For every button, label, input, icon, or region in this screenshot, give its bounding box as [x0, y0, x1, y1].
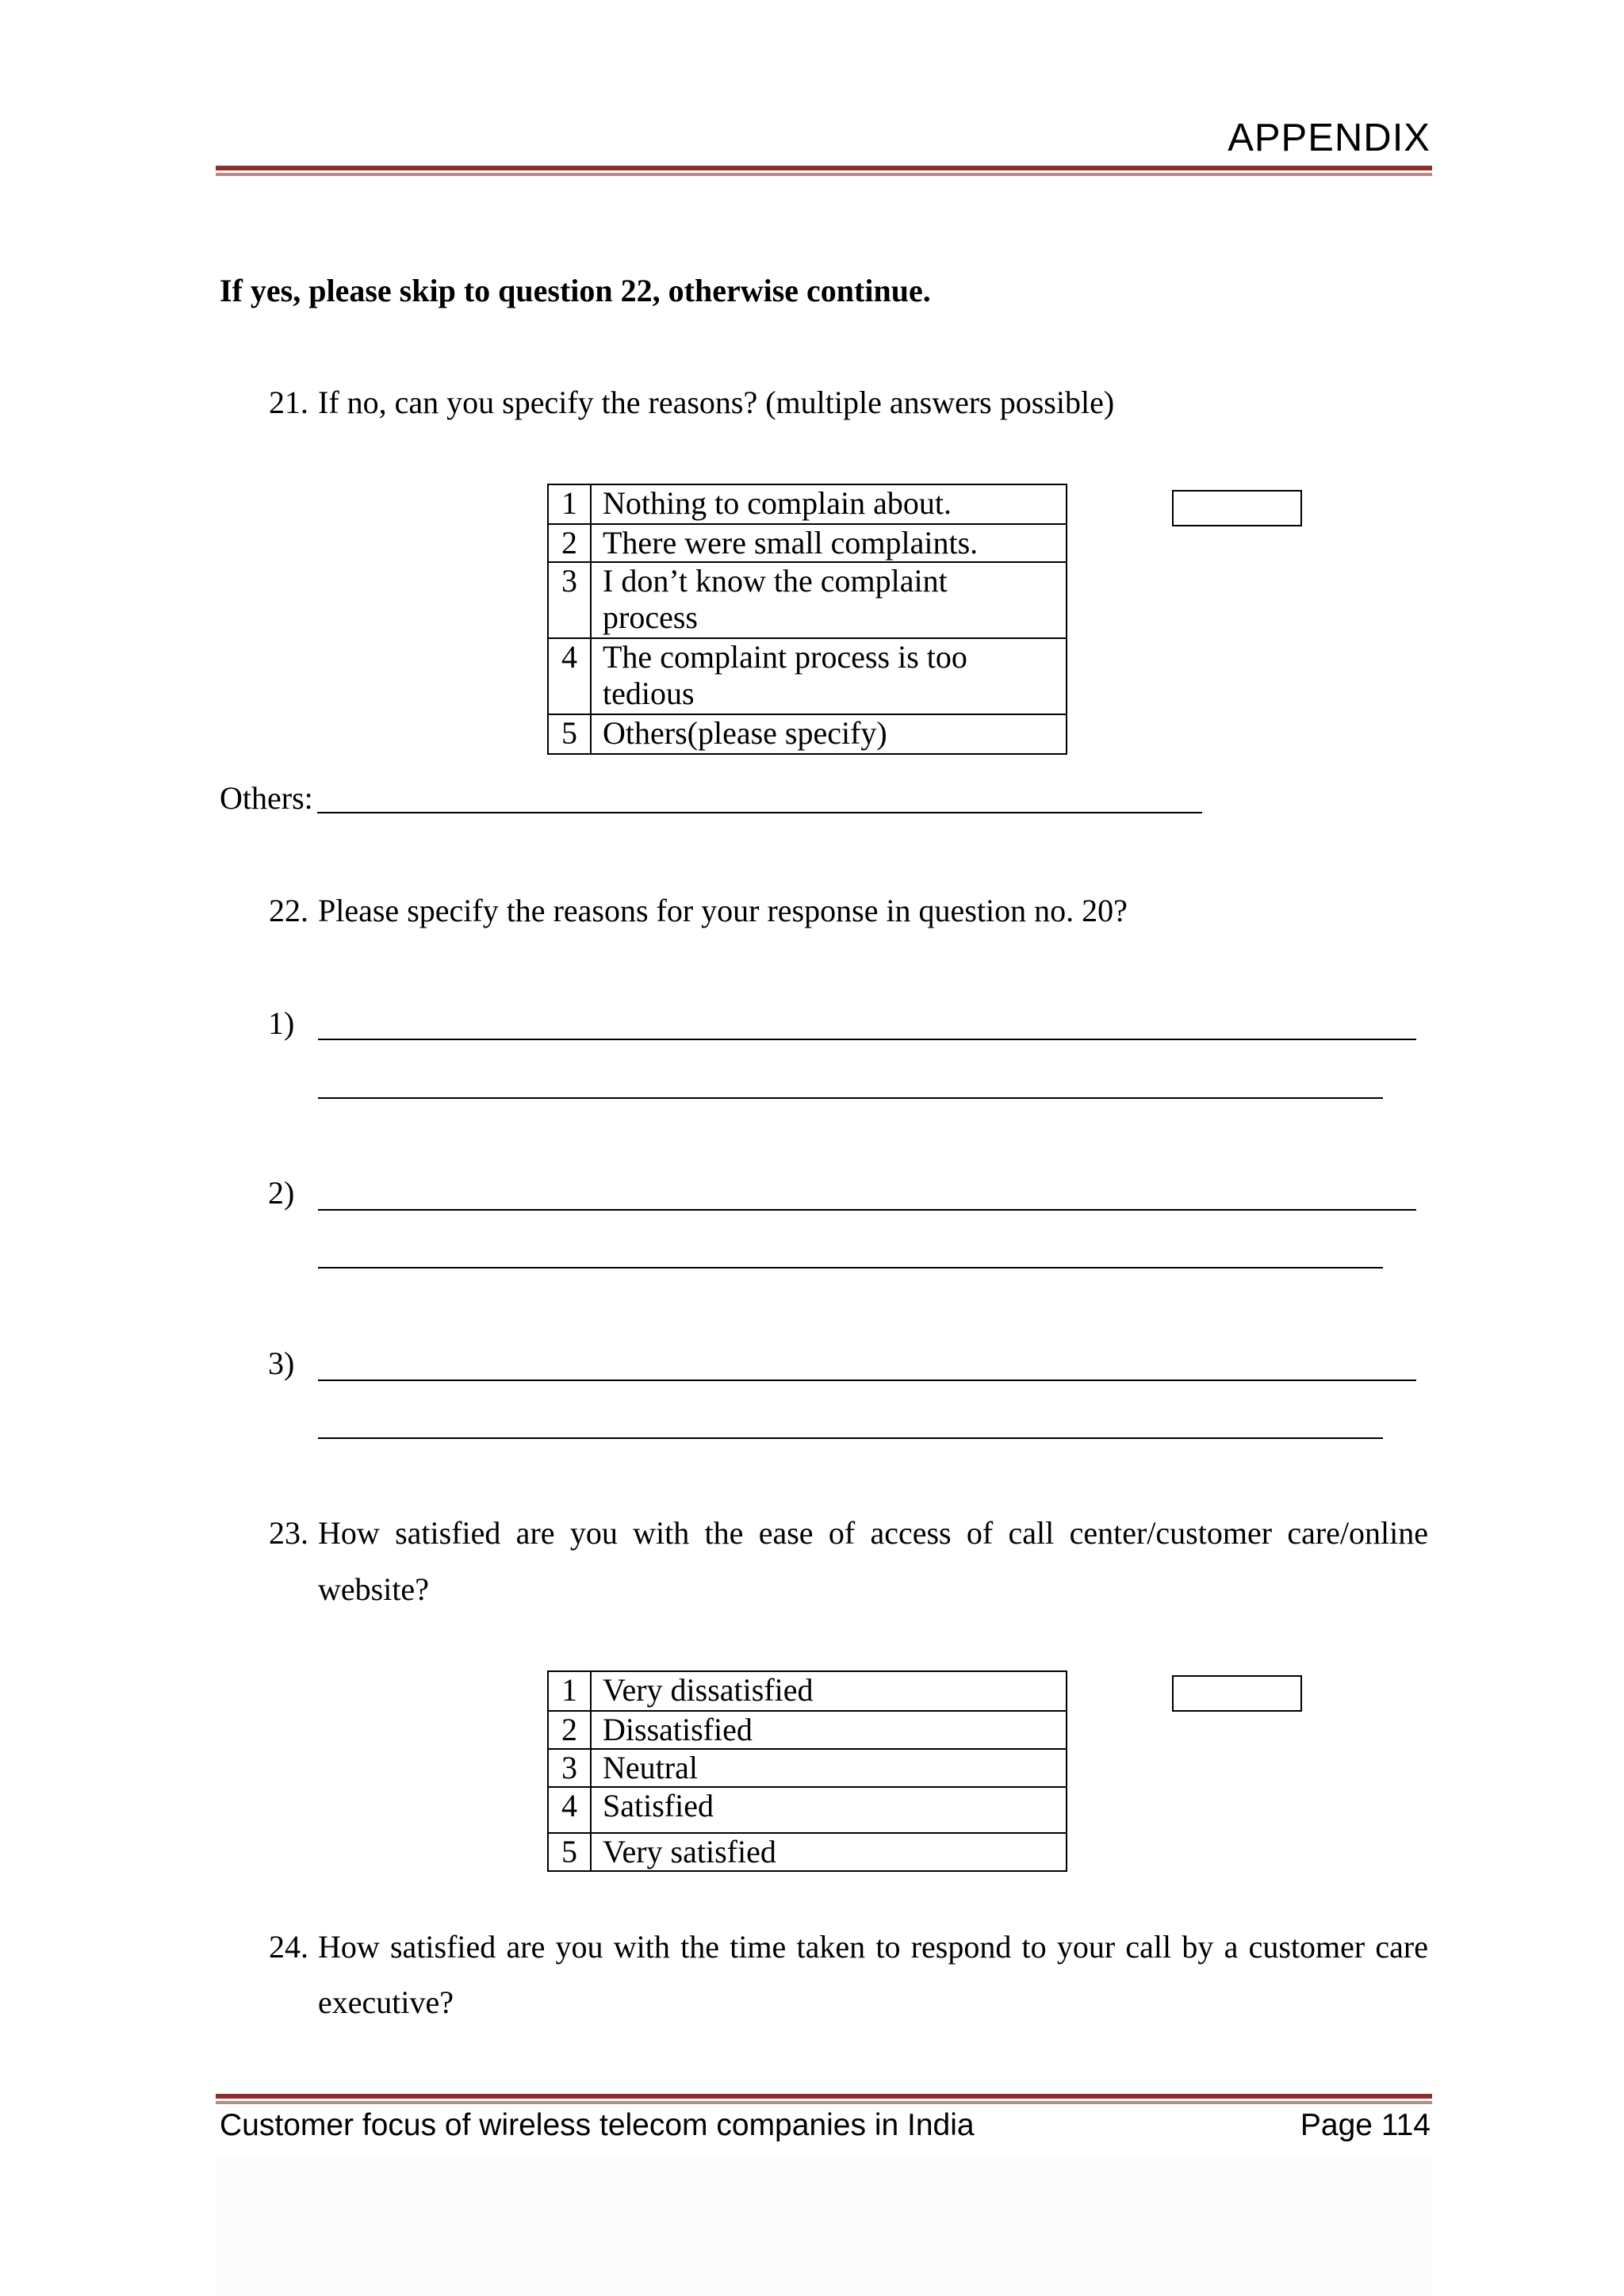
- q23-answer-box[interactable]: [1172, 1675, 1302, 1712]
- question-number: 23.: [269, 1515, 308, 1551]
- answer-line[interactable]: [318, 1380, 1416, 1381]
- header-rule: [216, 166, 1432, 176]
- answer-line[interactable]: [318, 1039, 1416, 1040]
- question-text: How satisfied are you with the time taken to respond to your call by a customer care: [318, 1929, 1428, 1965]
- option-number: 4: [548, 1787, 591, 1833]
- q21-answer-box[interactable]: [1172, 490, 1302, 526]
- option-label: There were small complaints.: [591, 524, 1067, 562]
- skip-instruction: If yes, please skip to question 22, otherwise continue.: [220, 273, 931, 308]
- option-row[interactable]: [548, 1833, 1067, 1871]
- question-text-continued: website?: [318, 1571, 429, 1607]
- answer-line[interactable]: [318, 1097, 1383, 1099]
- question-text: If no, can you specify the reasons? (multiple answers possible): [318, 385, 1115, 420]
- footer-shade: [216, 2156, 1432, 2296]
- q23-options-table: [547, 1670, 1067, 1872]
- option-number: 5: [548, 1833, 591, 1871]
- answer-line[interactable]: [318, 1209, 1416, 1211]
- option-label: Very satisfied: [591, 1833, 1067, 1871]
- option-row[interactable]: [548, 562, 1067, 638]
- option-row[interactable]: [548, 1749, 1067, 1787]
- question-number: 21.: [269, 385, 308, 420]
- answer-line[interactable]: [318, 1437, 1383, 1439]
- option-number: 1: [548, 1671, 591, 1711]
- option-row[interactable]: [548, 1787, 1067, 1833]
- answer-line-label: 1): [268, 1005, 295, 1041]
- question-text: How satisfied are you with the ease of access of call center/customer care/online: [318, 1515, 1428, 1551]
- option-label: I don’t know the complaint process: [591, 562, 1067, 638]
- option-row[interactable]: [548, 484, 1067, 524]
- option-label: The complaint process is too tedious: [591, 638, 1067, 714]
- option-label: Satisfied: [591, 1787, 1067, 1833]
- others-label: Others:: [220, 780, 313, 816]
- option-number: 2: [548, 1711, 591, 1749]
- question-text: Please specify the reasons for your response in question no. 20?: [318, 893, 1128, 928]
- page-header-title: APPENDIX: [1228, 117, 1431, 159]
- page-number: Page 114: [1300, 2108, 1431, 2142]
- answer-line-label: 3): [268, 1345, 295, 1381]
- option-label: Very dissatisfied: [591, 1671, 1067, 1711]
- question-number: 22.: [269, 893, 308, 928]
- question-text-continued: executive?: [318, 1984, 454, 2020]
- option-number: 3: [548, 562, 591, 638]
- footer-rule: [216, 2094, 1432, 2104]
- q21-options-table: [547, 484, 1067, 755]
- option-number: 4: [548, 638, 591, 714]
- option-number: 5: [548, 714, 591, 754]
- question-number: 24.: [269, 1929, 308, 1965]
- answer-line[interactable]: [318, 1267, 1383, 1269]
- option-row[interactable]: [548, 1671, 1067, 1711]
- option-label: Others(please specify): [591, 714, 1067, 754]
- option-row[interactable]: [548, 638, 1067, 714]
- option-label: Nothing to complain about.: [591, 484, 1067, 524]
- option-row[interactable]: [548, 1711, 1067, 1749]
- option-number: 1: [548, 484, 591, 524]
- option-number: 2: [548, 524, 591, 562]
- option-label: Dissatisfied: [591, 1711, 1067, 1749]
- answer-line-label: 2): [268, 1175, 295, 1211]
- option-label: Neutral: [591, 1749, 1067, 1787]
- option-row[interactable]: [548, 714, 1067, 754]
- footer-title: Customer focus of wireless telecom companies in India: [220, 2108, 975, 2142]
- option-number: 3: [548, 1749, 591, 1787]
- option-row[interactable]: [548, 524, 1067, 562]
- others-input-line[interactable]: [317, 812, 1202, 813]
